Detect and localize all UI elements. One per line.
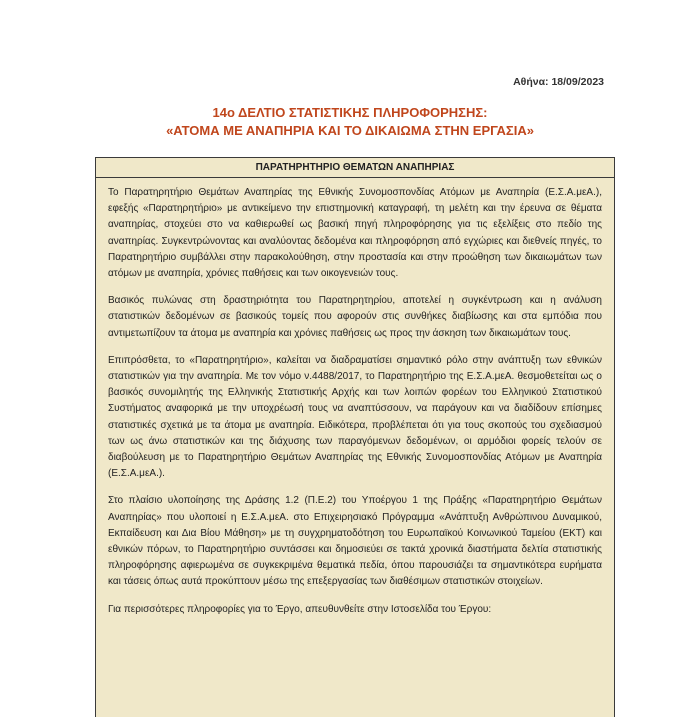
document-title [0,104,700,140]
title-line-2: «ΑΤΟΜΑ ΜΕ ΑΝΑΠΗΡΙΑ ΚΑΙ ΤΟ ΔΙΚΑΙΩΜΑ ΣΤΗΝ ΕΡΓΑΣΙΑ» [166,123,534,138]
paragraph-5: Για περισσότερες πληροφορίες για το Έργο, απευθυνθείτε στην Ιστοσελίδα του Έργου: [108,603,492,615]
paragraph-1: Το Παρατηρητήριο Θεμάτων Αναπηρίας της Εθνικής Συνομοσπονδίας Ατόμων με Αναπηρία (Ε.Σ.Α.μεΑ.), εφεξής «Παρατηρητήριο» με αντικείμενο την επιστημονική καταγραφή, τη μελέτη και την έρευνα σε θέματα αναπηρίας, στοχεύει στο να καθιερωθεί ως βασική πηγή πληροφόρησης για τις εξελίξεις στο πεδίο της αναπηρίας. Συγκεντρώνοντας και αναλύοντας δεδομένα και πληροφόρηση από εγχώριες και διεθνείς πηγές, το Παρατηρητήριο συμβάλλει στην παρακολούθηση, στην προστασία και στην προώθηση των δικαιωμάτων των ατόμων με αναπηρία, χρόνιες παθήσεις και των οικογενειών τους. [108,187,602,280]
observatory-info-box [95,157,615,717]
box-header: ΠΑΡΑΤΗΡΗΤΗΡΙΟ ΘΕΜΑΤΩΝ ΑΝΑΠΗΡΙΑΣ [96,158,614,178]
paragraph-3: Επιπρόσθετα, το «Παρατηρητήριο», καλείται να διαδραματίσει σημαντικό ρόλο στην ανάπτυξη των εθνικών στατιστικών για την αναπηρία. Με τον νόμο ν.4488/2017, το Παρατηρητήριο της Ε.Σ.Α.μεΑ. θεσμοθετείται ως ο βασικός συνομιλητής της Ελληνικής Στατιστικής Αρχής και των λοιπών φορέων του Ελληνικού Στατιστικού Συστήματος αναφορικά με την υποχρέωσή τους να αναπτύσσουν, να παράγουν και να διαδίδουν επίσημες στατιστικές σχετικά με τα άτομα με αναπηρία. Ειδικότερα, προβλέπεται ότι για τους σκοπούς του σχεδιασμού των ως άνω στατιστικών και της διάχυσης των παραγόμενων δεδομένων, οι αρμόδιοι φορείς τελούν σε διαβούλευση με το Παρατηρητήριο Θεμάτων Αναπηρίας της Εθνικής Συνομοσπονδίας Ατόμων με Αναπηρία (Ε.Σ.Α.μεΑ.). [108,354,602,480]
paragraph-4: Στο πλαίσιο υλοποίησης της Δράσης 1.2 (Π.Ε.2) του Υποέργου 1 της Πράξης «Παρατηρητήριο Θεμάτων Αναπηρίας» που υλοποιεί η Ε.Σ.Α.μεΑ. στο Επιχειρησιακό Πρόγραμμα «Ανάπτυξη Ανθρώπινου Δυναμικού, Εκπαίδευση και Δια Βίου Μάθηση» με τη συγχρηματοδότηση του Ευρωπαϊκού Κοινωνικού Ταμείου (ΕΚΤ) και εθνικών πόρων, το Παρατηρητήριο συντάσσει και δημοσιεύει σε τακτά χρονικά διαστήματα δελτία στατιστικής πληροφόρησης αφιερωμένα σε συγκεκριμένα θεματικά πεδία, όπου παρουσιάζει τα σημαντικότερα ευρήματα και τάσεις όπως αυτά προκύπτουν μέσω της επεξεργασίας των διαθέσιμων στατιστικών στοιχείων. [108,495,602,588]
title-line-1: 14ο ΔΕΛΤΙΟ ΣΤΑΤΙΣΤΙΚΗΣ ΠΛΗΡΟΦΟΡΗΣΗΣ: [212,105,488,120]
paragraph-2: Βασικός πυλώνας στη δραστηριότητα του Παρατηρητηρίου, αποτελεί η συγκέντρωση και η ανάλυση στατιστικών δεδομένων σε βασικούς τομείς που αφορούν στις συνθήκες διαβίωσης και στα εμπόδια που αντιμετωπίζουν τα άτομα με αναπηρία και χρόνιες παθήσεις ως προς την άσκηση των δικαιωμάτων τους. [108,295,602,339]
document-date: Αθήνα: 18/09/2023 [513,76,604,88]
box-body [96,178,614,618]
